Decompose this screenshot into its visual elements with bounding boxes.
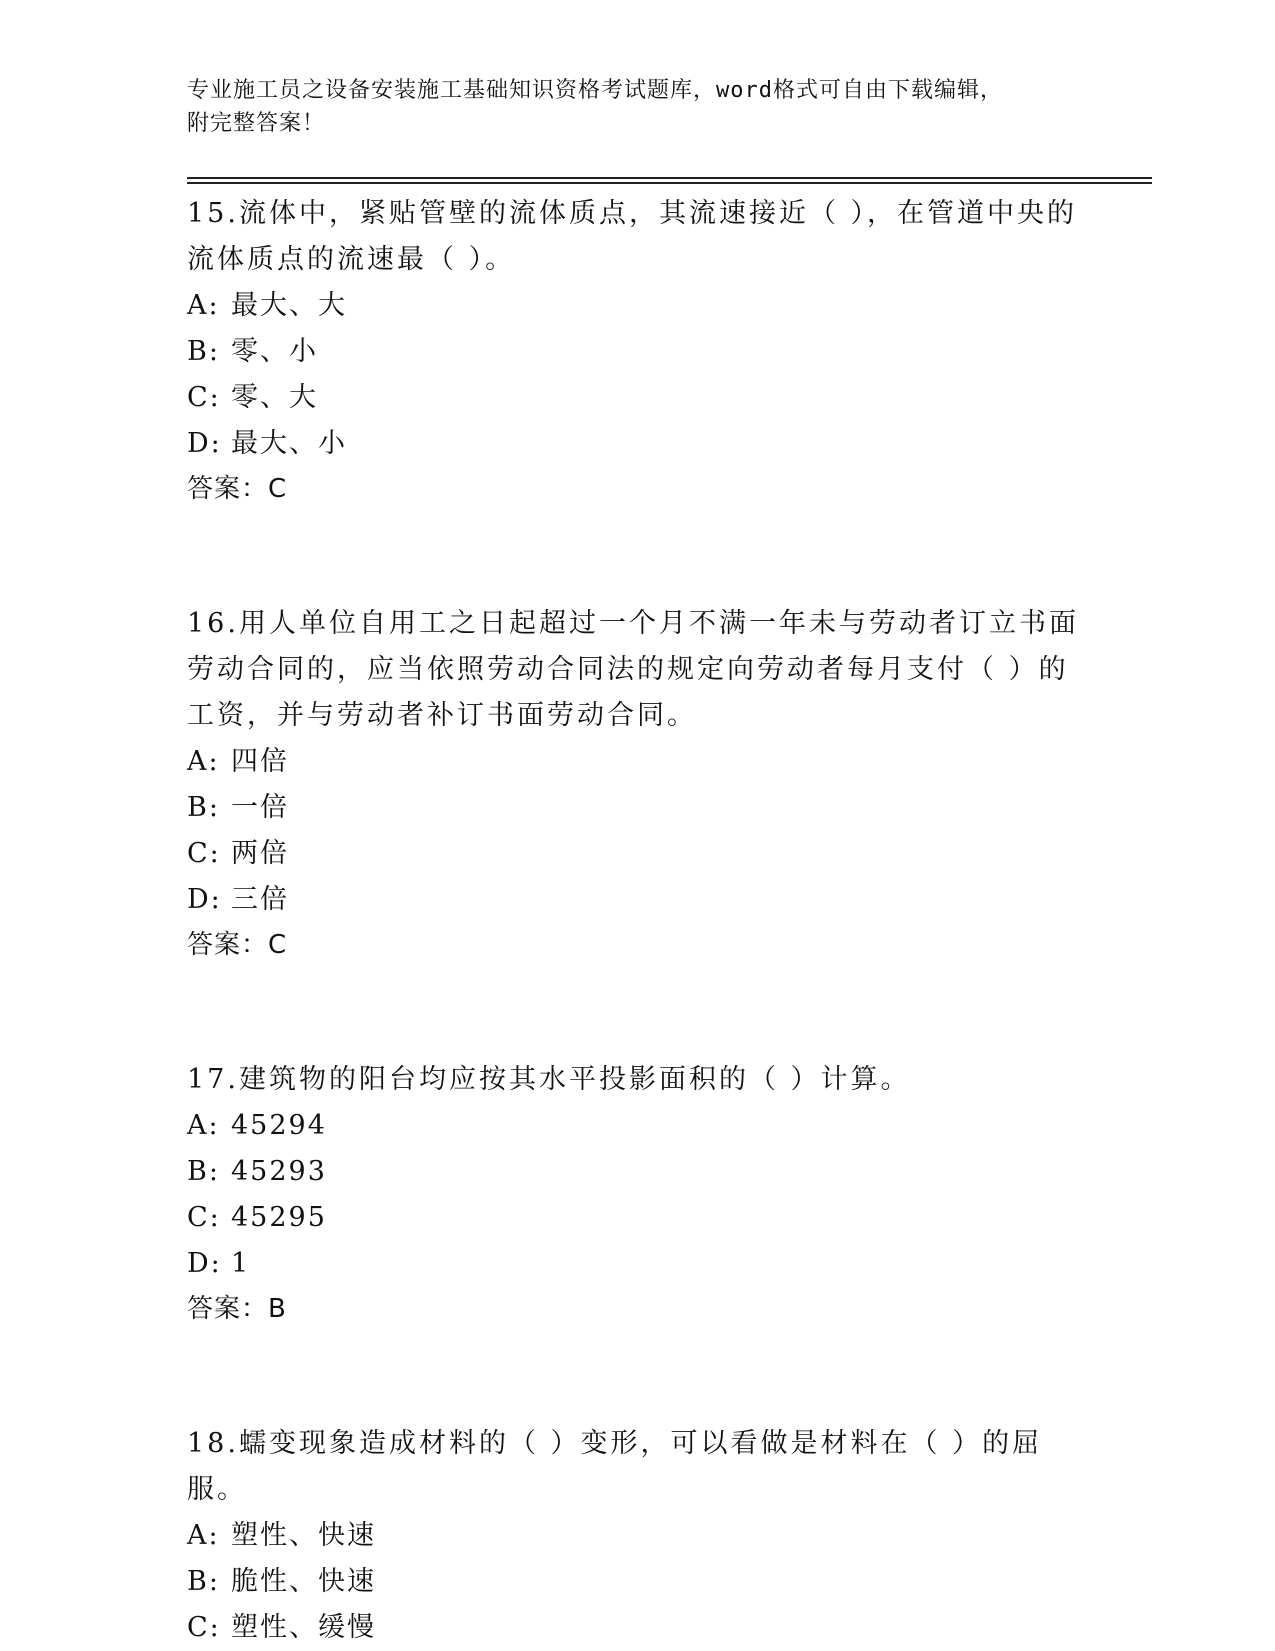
option-text: 45294 — [231, 1110, 327, 1141]
option-letter: A: — [187, 1110, 220, 1141]
option-letter: A: — [187, 746, 220, 777]
option-b — [187, 329, 1087, 375]
question-16 — [187, 601, 1087, 967]
spacer — [187, 967, 1087, 1057]
option-letter: D: — [187, 1248, 222, 1279]
option-a — [187, 739, 1087, 785]
option-text: 脆性、快速 — [231, 1566, 376, 1597]
document-header — [187, 74, 1087, 140]
option-letter: B: — [187, 1566, 220, 1597]
option-text: 两倍 — [231, 838, 289, 869]
option-letter: C: — [187, 838, 221, 869]
option-d — [187, 1241, 1087, 1287]
option-c — [187, 1605, 1087, 1651]
option-letter: C: — [187, 382, 221, 413]
option-c — [187, 831, 1087, 877]
option-b — [187, 1559, 1087, 1605]
option-text: 三倍 — [231, 884, 289, 915]
answer-line: 答案：C — [187, 474, 288, 504]
question-15 — [187, 191, 1087, 511]
option-b — [187, 785, 1087, 831]
option-letter: A: — [187, 1520, 220, 1551]
question-list — [187, 191, 1087, 1651]
option-text: 零、小 — [231, 336, 318, 367]
option-a — [187, 283, 1087, 329]
option-letter: B: — [187, 336, 220, 367]
header-divider-bottom — [187, 182, 1152, 184]
header-divider-top — [187, 177, 1152, 179]
option-letter: A: — [187, 290, 220, 321]
option-text: 最大、大 — [231, 290, 347, 321]
option-letter: C: — [187, 1202, 221, 1233]
option-c — [187, 375, 1087, 421]
option-text: 四倍 — [231, 746, 289, 777]
option-text: 45293 — [231, 1156, 327, 1187]
question-text: 16.用人单位自用工之日起超过一个月不满一年未与劳动者订立书面劳动合同的，应当依照劳动合同法的规定向劳动者每月支付（ ）的工资，并与劳动者补订书面劳动合同。 — [187, 608, 1079, 731]
question-text: 17.建筑物的阳台均应按其水平投影面积的（ ）计算。 — [187, 1064, 911, 1095]
question-text: 18.蠕变现象造成材料的（ ）变形，可以看做是材料在（ ）的屈服。 — [187, 1428, 1043, 1505]
option-letter: C: — [187, 1612, 221, 1643]
question-text: 15.流体中，紧贴管壁的流体质点，其流速接近（ ），在管道中央的流体质点的流速最（ ）。 — [187, 198, 1078, 275]
question-17 — [187, 1057, 1087, 1331]
option-d — [187, 421, 1087, 467]
header-line-2: 附完整答案！ — [187, 111, 326, 136]
question-18 — [187, 1421, 1087, 1651]
option-text: 一倍 — [231, 792, 289, 823]
option-text: 45295 — [231, 1202, 327, 1233]
option-letter: B: — [187, 1156, 220, 1187]
answer-line: 答案：C — [187, 930, 288, 960]
option-letter: D: — [187, 428, 222, 459]
option-text: 塑性、缓慢 — [231, 1612, 376, 1643]
option-text: 最大、小 — [231, 428, 347, 459]
option-text: 零、大 — [231, 382, 318, 413]
option-b — [187, 1149, 1087, 1195]
answer-line: 答案：B — [187, 1294, 287, 1324]
option-letter: D: — [187, 884, 222, 915]
option-a — [187, 1513, 1087, 1559]
option-c — [187, 1195, 1087, 1241]
option-d — [187, 877, 1087, 923]
option-text: 塑性、快速 — [231, 1520, 376, 1551]
header-line-1: 专业施工员之设备安装施工基础知识资格考试题库，word格式可自由下载编辑， — [187, 78, 1003, 103]
option-a — [187, 1103, 1087, 1149]
option-letter: B: — [187, 792, 220, 823]
spacer — [187, 511, 1087, 601]
spacer — [187, 1331, 1087, 1421]
option-text: 1 — [231, 1248, 251, 1279]
